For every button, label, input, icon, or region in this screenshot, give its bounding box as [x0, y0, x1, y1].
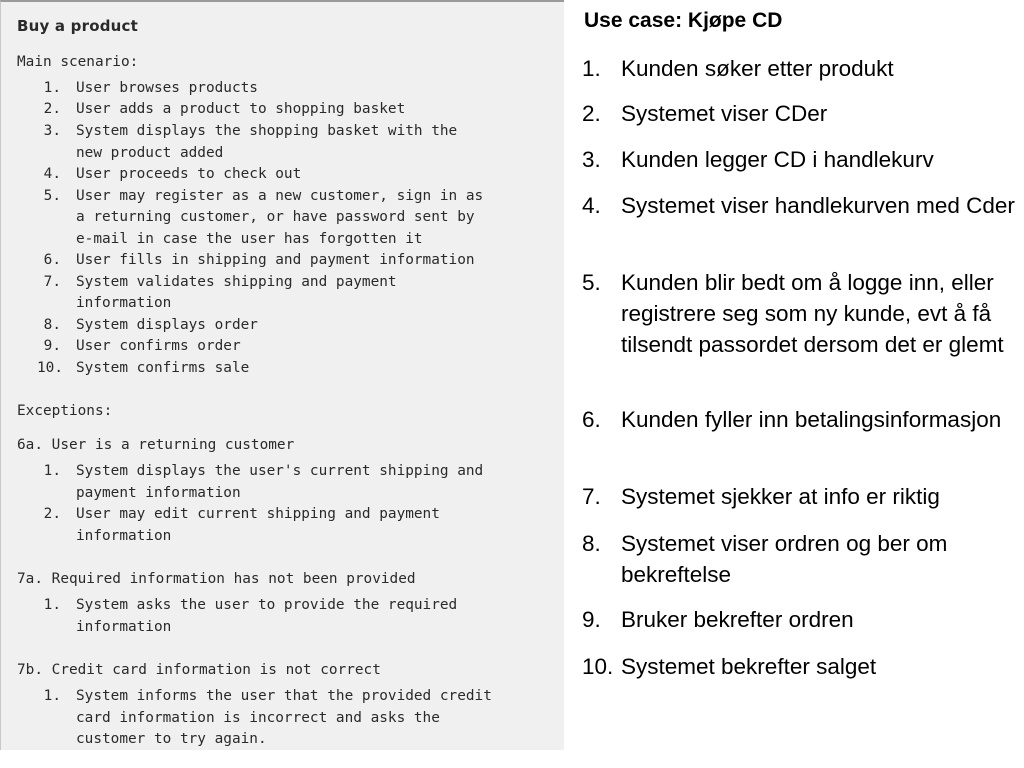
step-text: System validates shipping and payment [76, 274, 397, 290]
main-scenario-heading: Main scenario: [17, 54, 139, 70]
step-text: new product added [76, 145, 224, 161]
step-text: e-mail in case the user has forgotten it [76, 231, 423, 247]
step-number: 4. [43, 166, 61, 182]
item-number: 7. [582, 484, 601, 509]
item-text: Systemet sjekker at info er riktig [621, 484, 940, 509]
item-text: Kunden blir bedt om å logge inn, eller registrere seg som ny kunde, evt å få tilsendt passordet dersom det er glemt [621, 270, 1004, 357]
item-text: Systemet bekrefter salget [621, 654, 877, 679]
step-number: 7. [43, 274, 61, 290]
step-number: 8. [43, 317, 61, 333]
item-number: 3. [582, 147, 601, 172]
item-text: Kunden fyller inn betalingsinformasjon [621, 407, 1002, 432]
item-text: Systemet viser CDer [621, 101, 828, 126]
step-text: User confirms order [76, 338, 241, 354]
step-text: System displays the user's current shipping and [76, 463, 484, 479]
exceptions-heading: Exceptions: [17, 403, 113, 419]
step-text: customer to try again. [76, 731, 267, 747]
step-number: 1. [43, 688, 61, 704]
step-text: card information is incorrect and asks the [76, 710, 440, 726]
item-number: 9. [582, 607, 601, 632]
use-case-title: Use case: Kjøpe CD [584, 9, 783, 32]
item-number: 10. [582, 654, 614, 679]
step-text: System displays the shopping basket with the [76, 123, 458, 139]
step-text: System informs the user that the provided credit [76, 688, 492, 704]
item-number: 1. [582, 56, 601, 81]
item-text: Bruker bekrefter ordren [621, 607, 854, 632]
item-text: Systemet viser handlekurven med Cder [621, 193, 1015, 218]
step-text: System displays order [76, 317, 258, 333]
item-text: Kunden søker etter produkt [621, 56, 894, 81]
step-text: information [76, 528, 172, 544]
step-number: 2. [43, 101, 61, 117]
panel-title: Buy a product [17, 17, 138, 35]
item-number: 6. [582, 407, 601, 432]
item-text: Kunden legger CD i handlekurv [621, 147, 934, 172]
step-number: 1. [43, 80, 61, 96]
step-text: information [76, 619, 172, 635]
step-text: System asks the user to provide the required [76, 597, 458, 613]
item-number: 4. [582, 193, 601, 218]
norwegian-use-case-panel [582, 0, 1018, 768]
exception-heading: 7a. Required information has not been provided [17, 571, 416, 587]
step-number: 10. [37, 360, 63, 376]
step-text: User browses products [76, 80, 258, 96]
step-text: User may register as a new customer, sign in as [76, 188, 484, 204]
step-text: information [76, 295, 172, 311]
step-text: User fills in shipping and payment information [76, 252, 475, 268]
step-text: User adds a product to shopping basket [76, 101, 406, 117]
step-number: 5. [43, 188, 61, 204]
step-text: payment information [76, 485, 241, 501]
step-number: 6. [43, 252, 61, 268]
step-text: a returning customer, or have password sent by [76, 209, 475, 225]
step-number: 1. [43, 597, 61, 613]
item-number: 5. [582, 270, 601, 295]
step-number: 1. [43, 463, 61, 479]
exception-heading: 7b. Credit card information is not correct [17, 662, 381, 678]
item-number: 2. [582, 101, 601, 126]
exception-heading: 6a. User is a returning customer [17, 437, 295, 453]
step-text: User proceeds to check out [76, 166, 302, 182]
step-number: 3. [43, 123, 61, 139]
step-number: 9. [43, 338, 61, 354]
step-text: User may edit current shipping and payment [76, 506, 440, 522]
step-number: 2. [43, 506, 61, 522]
step-text: System confirms sale [76, 360, 250, 376]
item-text: Systemet viser ordren og ber om bekreftelse [621, 531, 948, 587]
item-number: 8. [582, 531, 601, 556]
